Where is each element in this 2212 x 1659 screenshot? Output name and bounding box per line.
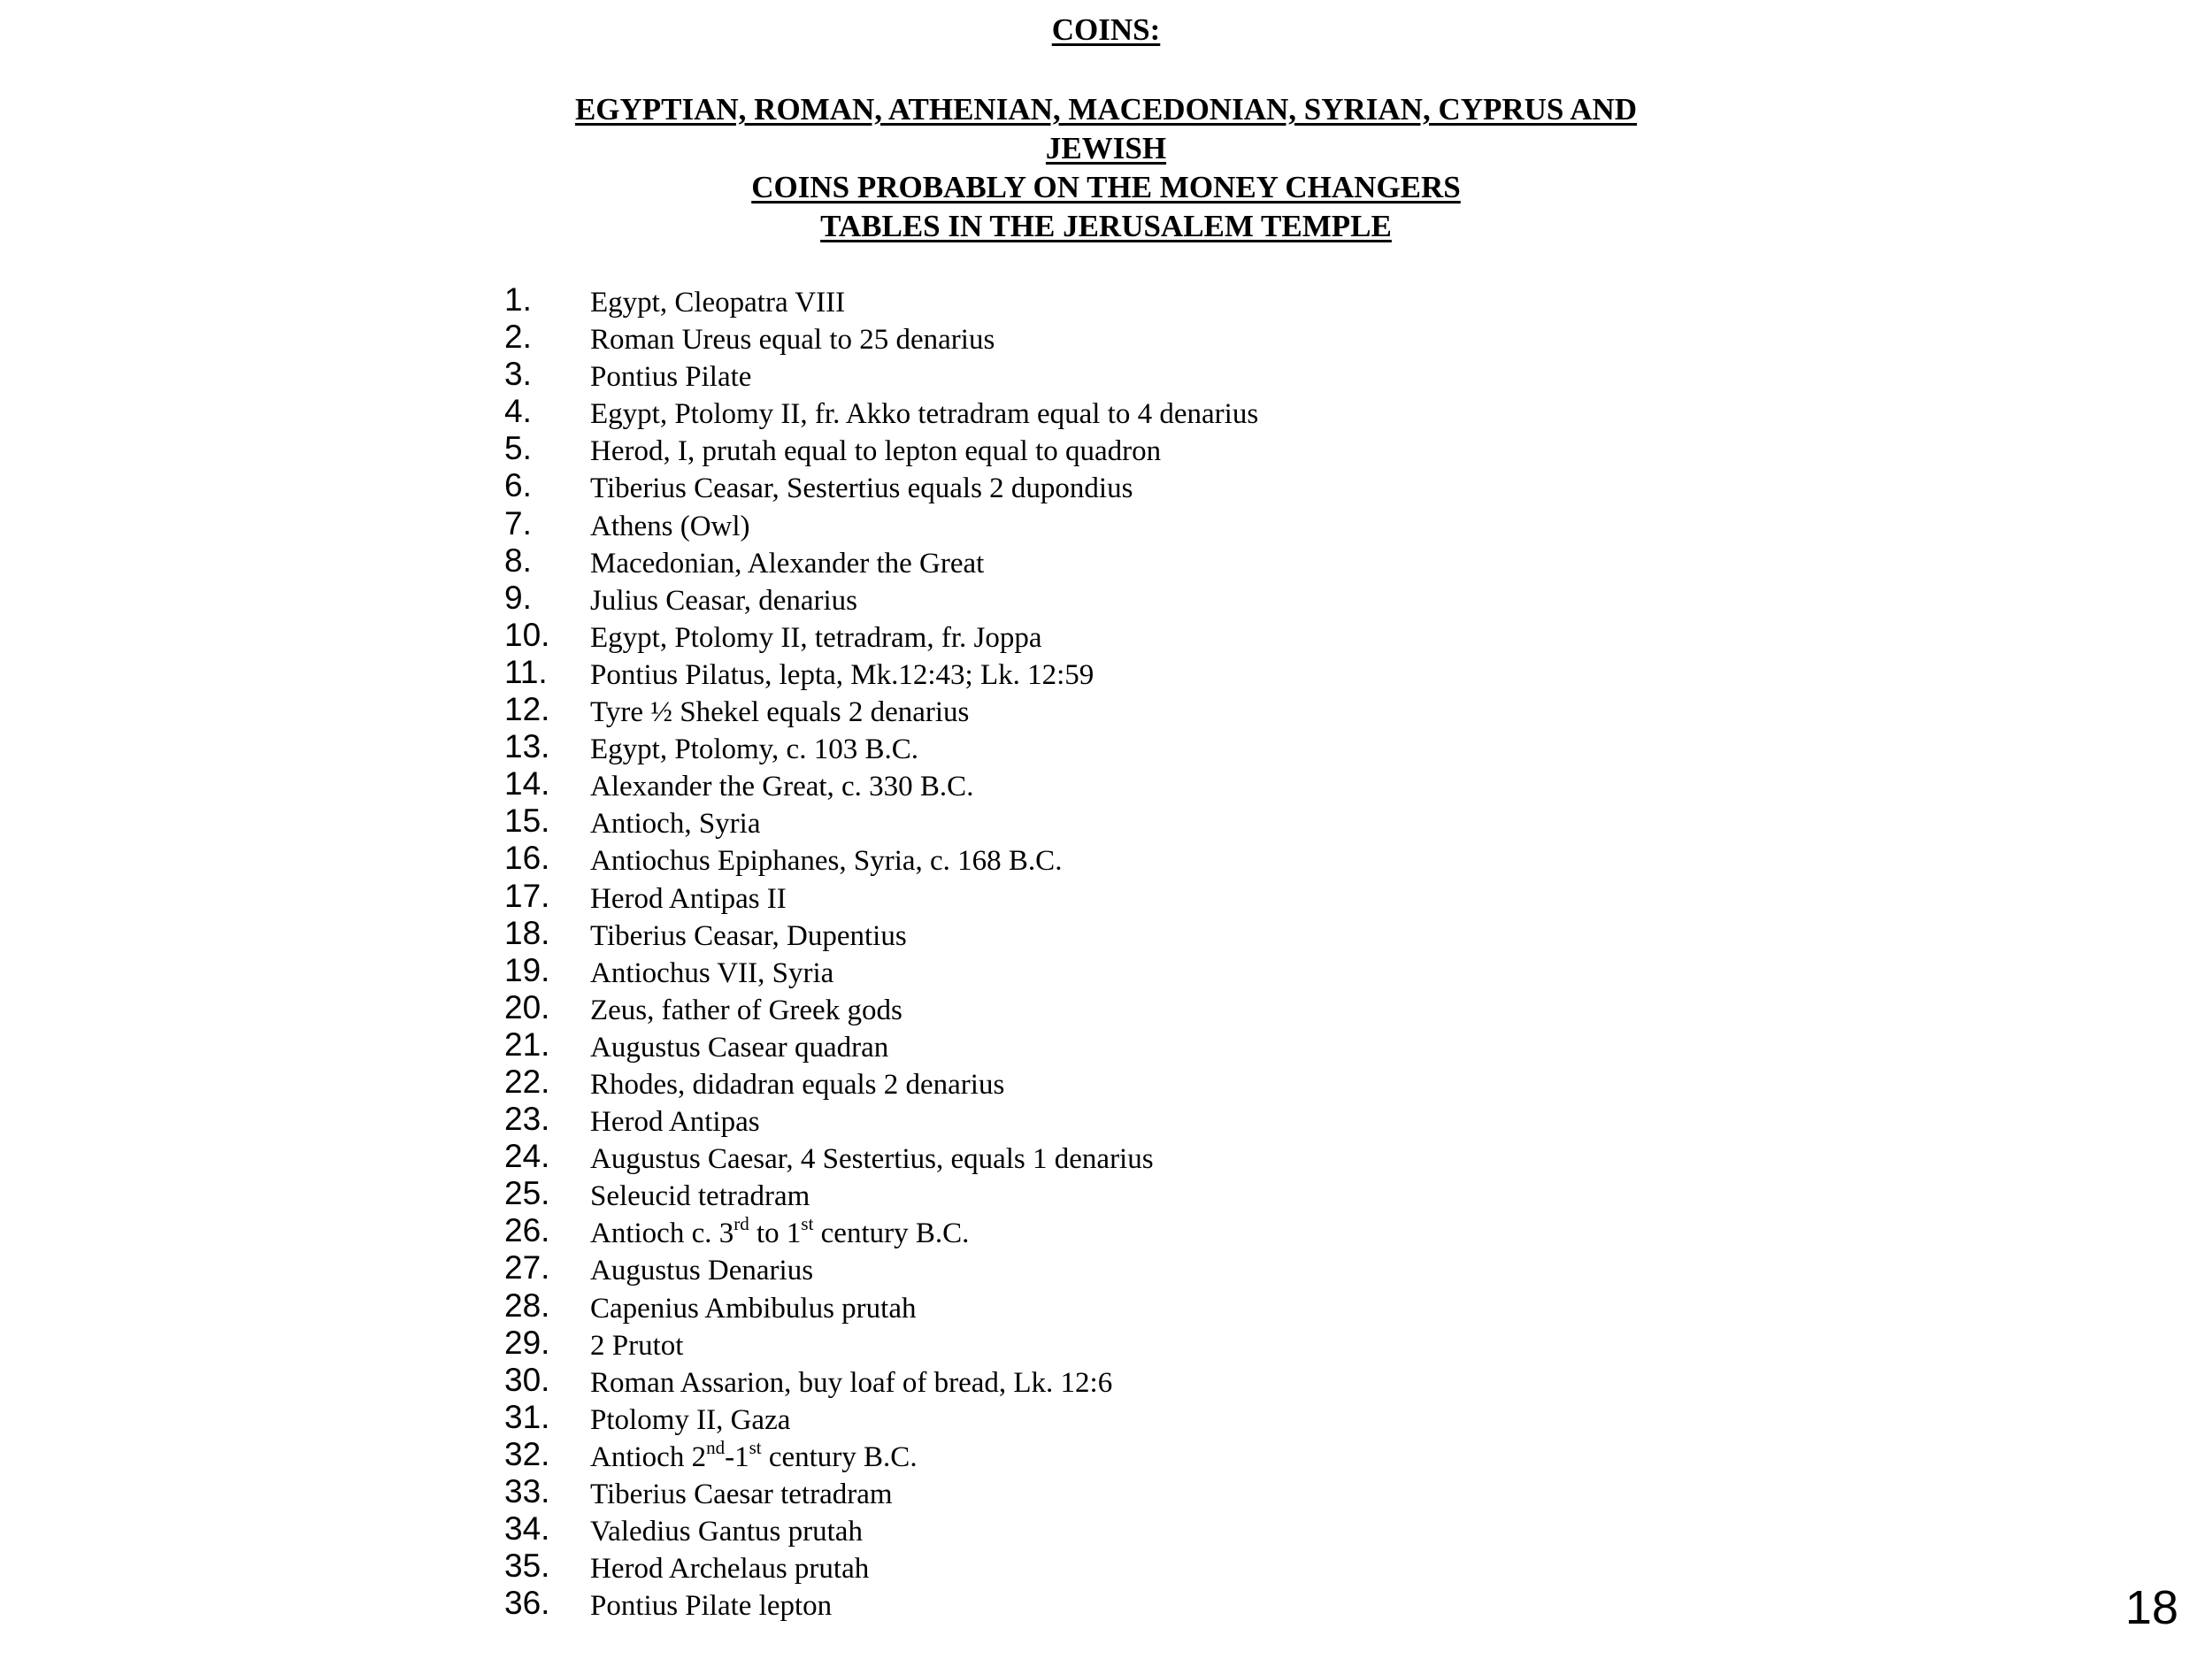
list-item-text: Herod Antipas [590, 1106, 760, 1139]
list-item-text: Zeus, father of Greek gods [590, 994, 902, 1026]
list-item-text: Tiberius Caesar tetradram [590, 1479, 893, 1510]
text-run: century B.C. [813, 1217, 970, 1250]
list-item-text [590, 1436, 918, 1476]
list-item-text: Herod Antipas II [590, 882, 787, 915]
list-item-number: 8. [504, 541, 532, 579]
list-item-number: 20. [504, 988, 550, 1025]
list-item-number: 15. [504, 803, 550, 840]
list-item-number: 5. [504, 430, 532, 467]
list-item-number: 12. [504, 691, 550, 728]
list-item-number: 21. [504, 1025, 550, 1063]
list-item-text [590, 1215, 969, 1252]
list-item-text: Antiochus Epiphanes, Syria, c. 168 B.C. [590, 845, 1063, 878]
list-item-text: Athens (Owl) [590, 510, 750, 542]
list-item-text: Capenius Ambibulus prutah [590, 1292, 917, 1325]
list-item-number: 28. [504, 1286, 550, 1324]
text-run: to 1 [749, 1217, 802, 1250]
list-item-text: Tiberius Ceasar, Sestertius equals 2 dupondius [590, 472, 1133, 505]
list-item-text: Egypt, Ptolomy II, tetradram, fr. Joppa [590, 621, 1042, 654]
list-item-number: 24. [504, 1138, 550, 1175]
list-item-text: Tiberius Ceasar, Dupentius [590, 919, 907, 952]
list-item-number: 18. [504, 914, 550, 951]
subtitle-line-2: JEWISH [1045, 131, 1167, 165]
list-item-number: 13. [504, 728, 550, 765]
list-item-text: Antioch, Syria [590, 808, 761, 841]
list-item-text: Pontius Pilatus, lepta, Mk.12:43; Lk. 12:59 [590, 658, 1094, 691]
subtitle-line-3: COINS PROBABLY ON THE MONEY CHANGERS [751, 170, 1461, 204]
list-item-text: Augustus Casear quadran [590, 1031, 889, 1064]
list-item-text: Egypt, Ptolomy II, fr. Akko tetradram equal to 4 denarius [590, 398, 1259, 431]
list-item-number: 7. [504, 504, 532, 541]
text-run: -1 [725, 1440, 749, 1473]
list-item-number: 27. [504, 1249, 550, 1286]
text-run: Antioch c. 3 [590, 1217, 734, 1250]
list-item-text: Rhodes, didadran equals 2 denarius [590, 1068, 1005, 1101]
list-item-number: 16. [504, 840, 550, 877]
list-item-number: 1. [504, 281, 532, 318]
list-item-text: Pontius Pilate [590, 361, 752, 394]
list-item-number: 3. [504, 356, 532, 393]
list-item-text: Antiochus VII, Syria [590, 956, 834, 989]
list-item-text: Egypt, Cleopatra VIII [590, 287, 846, 319]
list-item-number: 11. [504, 653, 548, 690]
list-item-number: 6. [504, 467, 532, 504]
list-item-text: Herod Archelaus prutah [590, 1553, 870, 1586]
list-item-text: Roman Assarion, buy loaf of bread, Lk. 12:6 [590, 1366, 1113, 1399]
superscript-text: st [749, 1436, 762, 1458]
superscript-text: rd [733, 1213, 749, 1235]
list-item-number: 17. [504, 877, 550, 914]
list-item-text: Augustus Denarius [590, 1255, 814, 1287]
list-item-text: Alexander the Great, c. 330 B.C. [590, 771, 974, 803]
list-item-number: 4. [504, 393, 532, 430]
list-item-text: Macedonian, Alexander the Great [590, 547, 985, 580]
page-title: COINS: [1051, 12, 1161, 47]
list-item-number: 2. [504, 319, 532, 356]
list-item-number: 22. [504, 1063, 550, 1100]
list-item-number: 36. [504, 1585, 550, 1622]
list-item-text: Roman Ureus equal to 25 denarius [590, 324, 995, 357]
list-item-number: 33. [504, 1473, 550, 1509]
list-item-number: 29. [504, 1324, 550, 1361]
list-item-text: Seleucid tetradram [590, 1180, 810, 1213]
list-item-number: 19. [504, 951, 550, 988]
list-item-number: 31. [504, 1398, 550, 1435]
list-item-text: Julius Ceasar, denarius [590, 584, 858, 617]
list-item-number: 23. [504, 1101, 550, 1138]
list-item-number: 14. [504, 765, 550, 803]
list-item-text: Egypt, Ptolomy, c. 103 B.C. [590, 733, 918, 766]
text-run: century B.C. [761, 1440, 918, 1473]
list-item-text: Ptolomy II, Gaza [590, 1403, 791, 1436]
list-item-number: 30. [504, 1361, 550, 1398]
list-item-number: 26. [504, 1212, 550, 1249]
list-item-text: Valedius Gantus prutah [590, 1516, 863, 1548]
superscript-text: nd [706, 1436, 726, 1458]
page-number: 18 [2124, 1581, 2178, 1634]
list-item-number: 9. [504, 579, 532, 616]
list-item-number: 34. [504, 1510, 550, 1548]
superscript-text: st [801, 1213, 814, 1235]
list-item-text: Tyre ½ Shekel equals 2 denarius [590, 696, 970, 729]
list-item-number: 32. [504, 1435, 550, 1472]
list-item-number: 25. [504, 1175, 550, 1212]
list-item-number: 35. [504, 1548, 550, 1585]
list-item-text: Pontius Pilate lepton [590, 1590, 833, 1623]
list-item-text: Augustus Caesar, 4 Sestertius, equals 1 denarius [590, 1143, 1154, 1176]
text-run: Antioch 2 [590, 1440, 707, 1473]
list-item-number: 10. [504, 616, 550, 653]
list-item-text: Herod, I, prutah equal to lepton equal to quadron [590, 435, 1162, 468]
list-item-text: 2 Prutot [590, 1329, 684, 1362]
subtitle-line-4: TABLES IN THE JERUSALEM TEMPLE [820, 209, 1392, 243]
subtitle-line-1: EGYPTIAN, ROMAN, ATHENIAN, MACEDONIAN, SYRIAN, CYPRUS AND [574, 92, 1638, 127]
